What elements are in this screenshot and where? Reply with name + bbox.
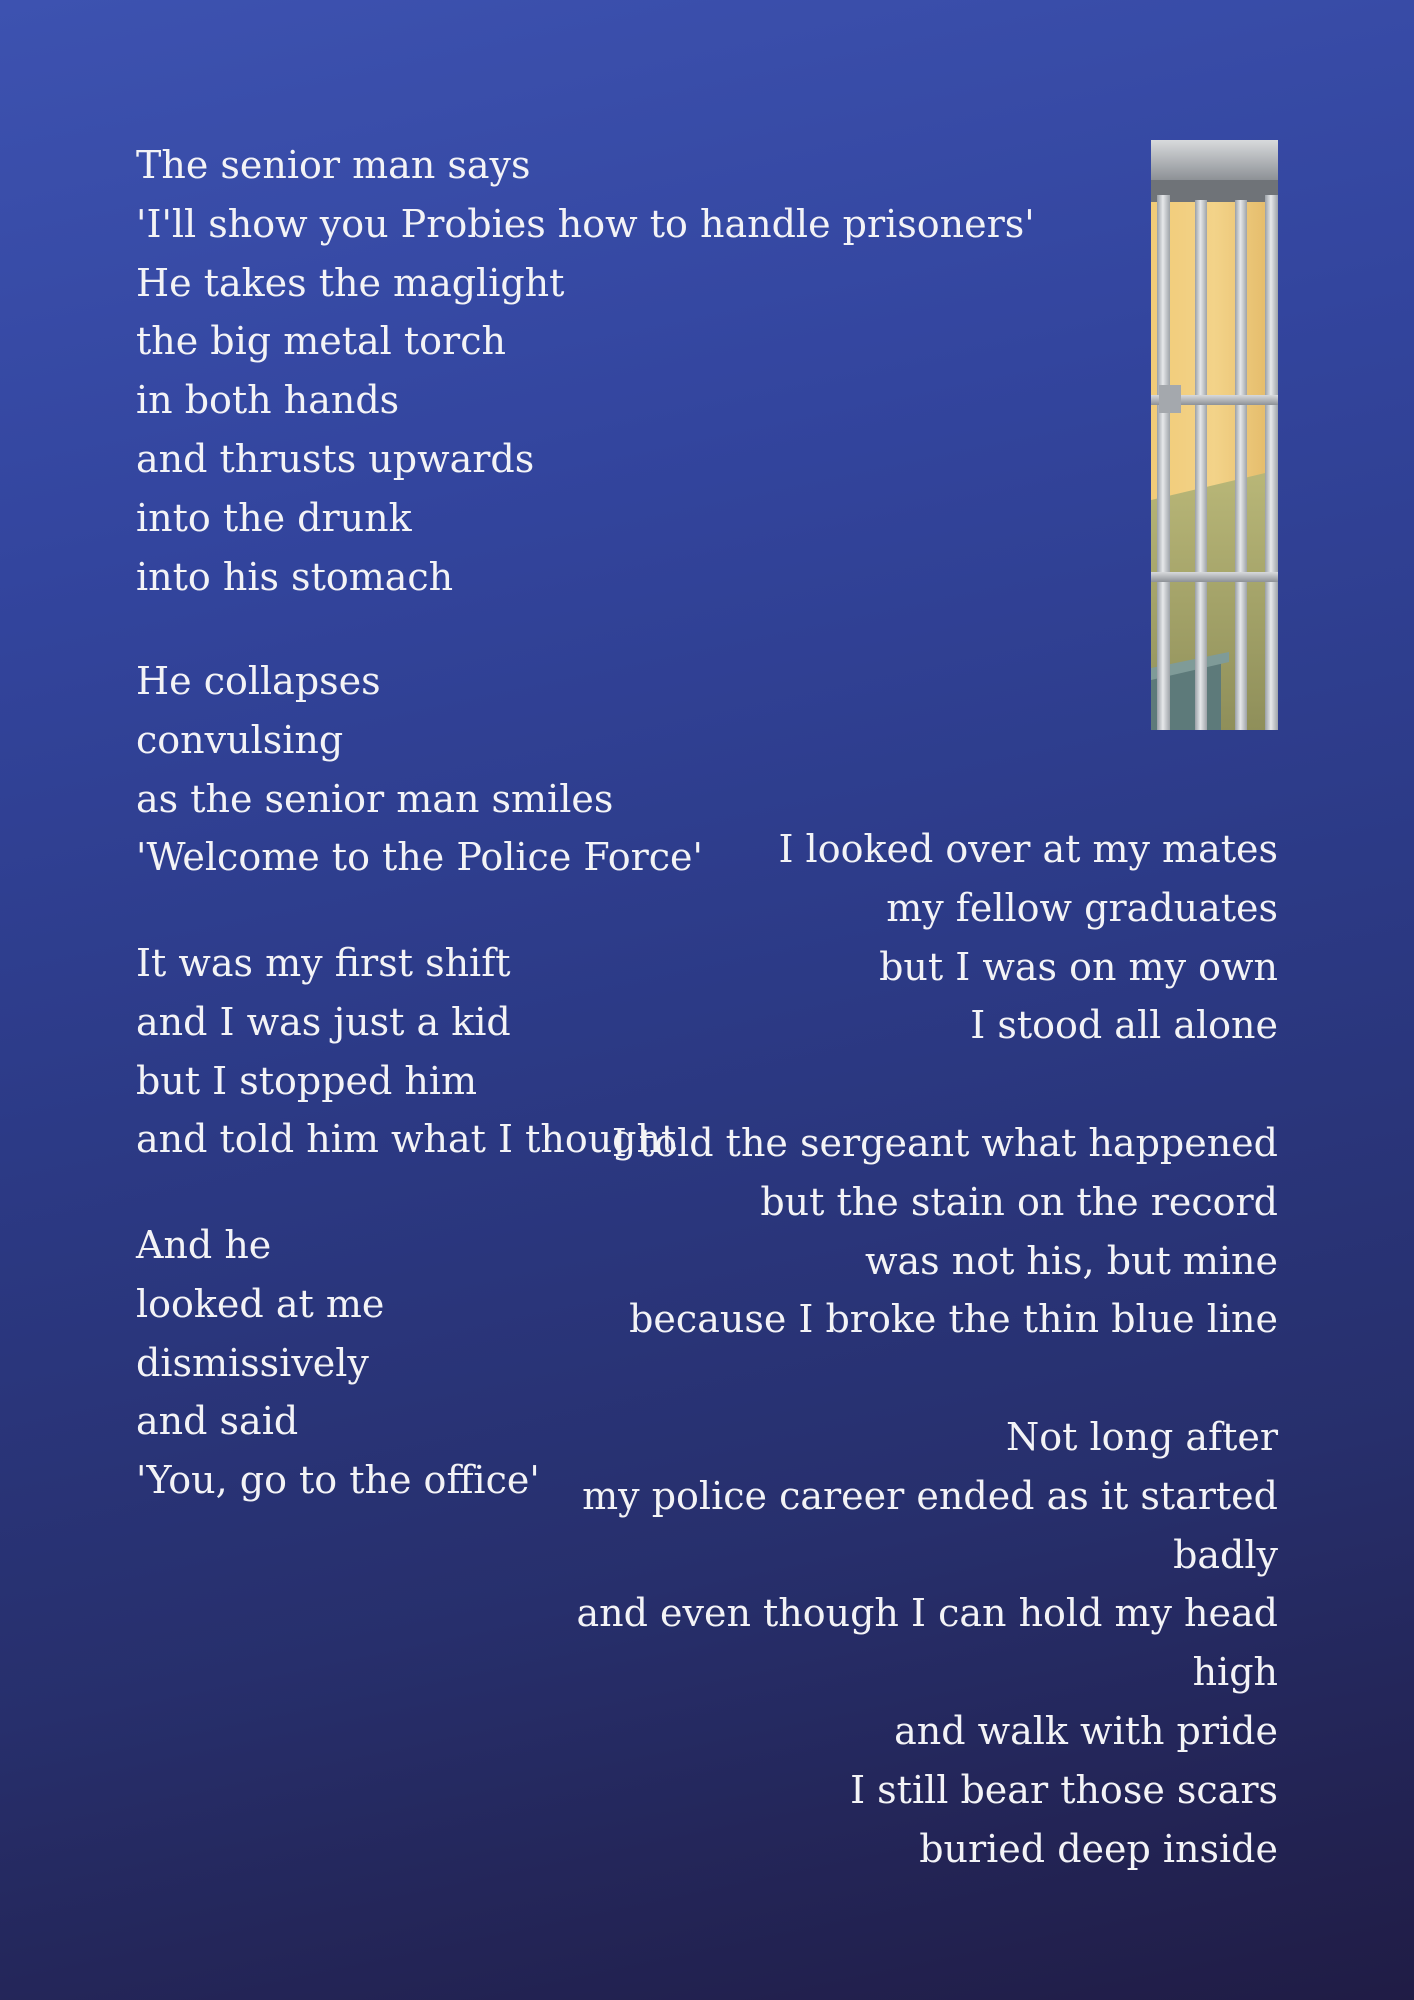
poem-line: into the drunk [136, 495, 412, 540]
poem-line: 'You, go to the office' [136, 1458, 540, 1503]
left-stanza-4 [136, 1216, 540, 1510]
poem-line: my fellow graduates [886, 885, 1278, 930]
poem-line: And he [136, 1223, 272, 1267]
poem-line: I looked over at my mates [778, 827, 1278, 871]
poem-line: because I broke the thin blue line [629, 1297, 1278, 1342]
poem-line: was not his, but mine [864, 1238, 1278, 1283]
poem-line: the big metal torch [136, 319, 506, 364]
poem-line: 'I'll show you Probies how to handle prisoners' [136, 201, 1035, 246]
right-stanza-1 [778, 820, 1278, 1055]
poem-line: convulsing [136, 717, 344, 762]
poem-line: into his stomach [136, 554, 454, 599]
poem-line: and said [136, 1399, 299, 1444]
left-stanza-1 [136, 136, 1035, 606]
poem-line: and walk with pride [894, 1708, 1278, 1753]
prison-bars-image [1151, 140, 1278, 730]
poem-line: Not long after [1005, 1415, 1278, 1459]
poem-line: badly [1173, 1532, 1278, 1577]
poem-line: I told the sergeant what happened [611, 1121, 1278, 1165]
poem-line: my police career ended as it started [582, 1473, 1278, 1518]
poem-line: He takes the maglight [136, 260, 565, 305]
poem-line: He collapses [136, 659, 381, 703]
poem-line: and told him what I thought [136, 1117, 677, 1162]
poem-line: high [1192, 1650, 1278, 1695]
poem-line: in both hands [136, 378, 400, 423]
poem-line: The senior man says [136, 143, 531, 187]
poem-line: 'Welcome to the Police Force' [136, 835, 703, 880]
poem-line: buried deep inside [919, 1826, 1278, 1871]
poem-line: I still bear those scars [850, 1767, 1278, 1812]
poem-line: but I was on my own [879, 944, 1278, 989]
poem-line: dismissively [136, 1340, 369, 1385]
left-stanza-3 [136, 934, 676, 1169]
poem-line: It was my first shift [136, 941, 511, 985]
right-stanza-2 [612, 1114, 1278, 1349]
poem-line: but I stopped him [136, 1058, 478, 1103]
poem-line: looked at me [136, 1281, 385, 1326]
poem-line: as the senior man smiles [136, 776, 614, 821]
poem-line: and even though I can hold my head [576, 1591, 1278, 1636]
poem-line: and thrusts upwards [136, 436, 535, 481]
poem-line: I stood all alone [970, 1003, 1278, 1048]
left-stanza-2 [136, 652, 703, 887]
poem-line: and I was just a kid [136, 999, 511, 1044]
poem-line: but the stain on the record [760, 1179, 1278, 1224]
right-stanza-3 [576, 1408, 1278, 1878]
